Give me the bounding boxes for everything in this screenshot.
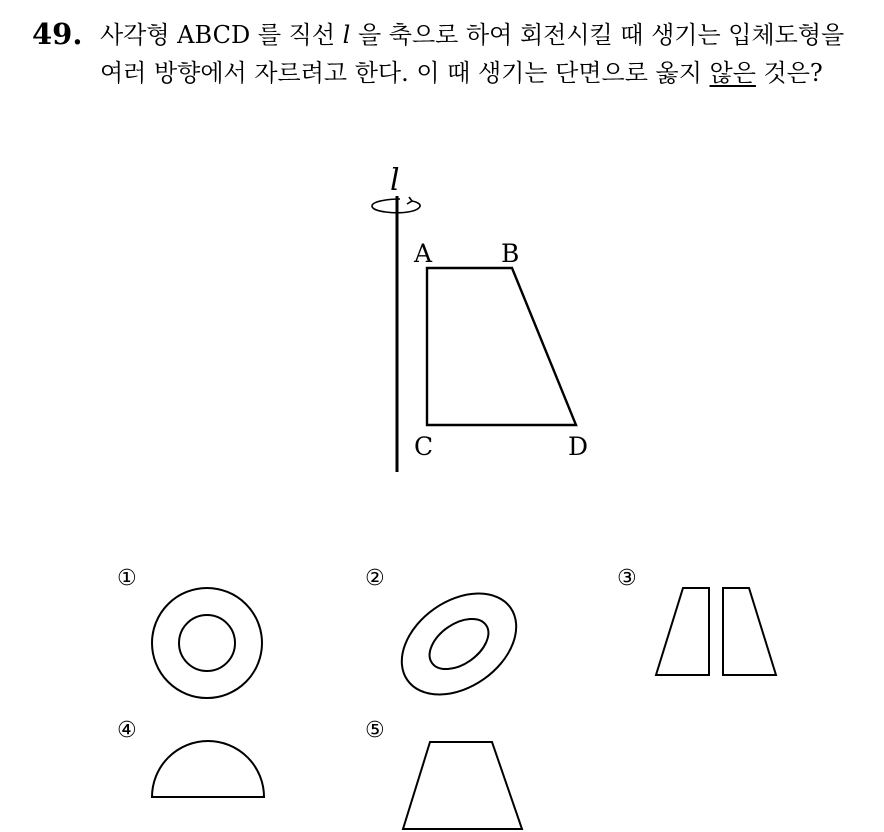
vertex-c-label: C [414, 432, 434, 461]
choice-1-shape [152, 588, 262, 698]
axis-label: l [390, 163, 400, 198]
vertex-d-label: D [568, 432, 589, 461]
vertex-b-label: B [501, 239, 520, 268]
choice-3-shape [656, 588, 776, 675]
axis-symbol: l [342, 21, 351, 49]
question-text-after: 것은? [755, 59, 823, 87]
question-text-before: 사각형 ABCD 를 직선 [100, 21, 343, 49]
choice-3-number: ③ [617, 566, 637, 591]
question-underlined-word: 않은 [709, 59, 756, 87]
vertex-a-label: A [414, 239, 433, 268]
choice-4-shape [152, 741, 264, 797]
choice-1-number: ① [117, 566, 137, 591]
choice-5-number: ⑤ [365, 718, 385, 743]
rotation-arrowhead-icon [407, 197, 412, 204]
rotation-figure [372, 196, 576, 472]
quadrilateral-abcd [427, 268, 576, 425]
question-text-middle: 을 축으로 하여 회전시킬 때 생기는 입체도형을 여러 방향에서 자르려고 한다. 이 때 생기는 단면으로 옳지 [100, 21, 845, 87]
choice-2-shape [383, 573, 536, 716]
choice-5-shape [403, 742, 522, 829]
choice-2-number: ② [365, 566, 385, 591]
question-number: 49. [32, 17, 83, 51]
choice-4-number: ④ [117, 718, 137, 743]
